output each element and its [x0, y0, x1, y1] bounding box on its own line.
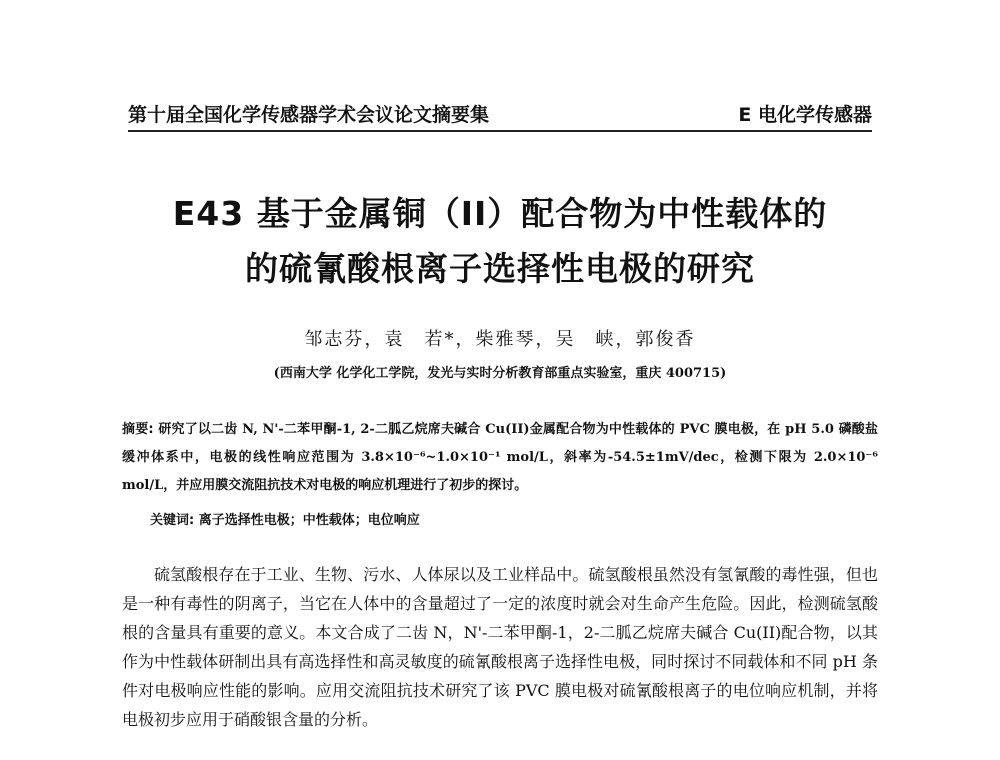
running-header — [128, 96, 872, 132]
abstract — [122, 416, 878, 500]
abstract-label: 摘要: — [122, 422, 154, 437]
keywords-label: 关键词: — [150, 513, 195, 528]
affiliation: (西南大学 化学化工学院，发光与实时分析教育部重点实验室，重庆 400715) — [273, 366, 727, 381]
keywords — [150, 509, 878, 528]
keywords-text: 离子选择性电极；中性载体；电位响应 — [198, 513, 420, 528]
paper-title-line-1: E43 基于金属铜（II）配合物为中性载体的 — [172, 194, 828, 233]
author-list: 邹志芬，袁 若*，柴雅琴，吴 峡，郭俊香 — [304, 329, 696, 350]
header-proceedings-title: 第十届全国化学传感器学术会议论文摘要集 — [128, 104, 490, 126]
body-paragraph: 硫氢酸根存在于工业、生物、污水、人体尿以及工业样品中。硫氢酸根虽然没有氢氰酸的毒性强，但也是一种有毒性的阴离子，当它在人体中的含量超过了一定的浓度时就会对生命产生危险。因此，检测硫氢酸根的含量具有重要的意义。本文合成了二齿 N，N'-二苯甲酮-1，2-二胍乙烷席夫碱合 Cu(II)配合物，以其作为中性载体研制出具有高选择性和高灵敏度的硫氰酸根离子选择性电极，同时探讨不同载体和不同 pH 条件对电极响应性能的影响。应用交流阻抗技术研究了该 PVC 膜电极对硫氰酸根离子的电位响应机制，并将电极初步应用于硝酸银含量的分析。 — [122, 565, 878, 729]
paper-title-line-2: 的硫氰酸根离子选择性电极的研究 — [245, 249, 755, 288]
header-section-name: E 电化学传感器 — [738, 104, 872, 126]
abstract-text: 研究了以二齿 N, N'-二苯甲酮-1, 2-二胍乙烷席夫碱合 Cu(II)金属配合物为中性载体的 PVC 膜电极，在 pH 5.0 磷酸盐缓冲体系中，电极的线性响应范围为 3.8×10⁻⁶~1.0×10⁻¹ mol/L，斜率为-54.5±1mV/dec，检测下限为 2.0×10⁻⁶ mol/L，并应用膜交流阻抗技术对电极的响应机理进行了初步的探讨。 — [122, 422, 878, 493]
